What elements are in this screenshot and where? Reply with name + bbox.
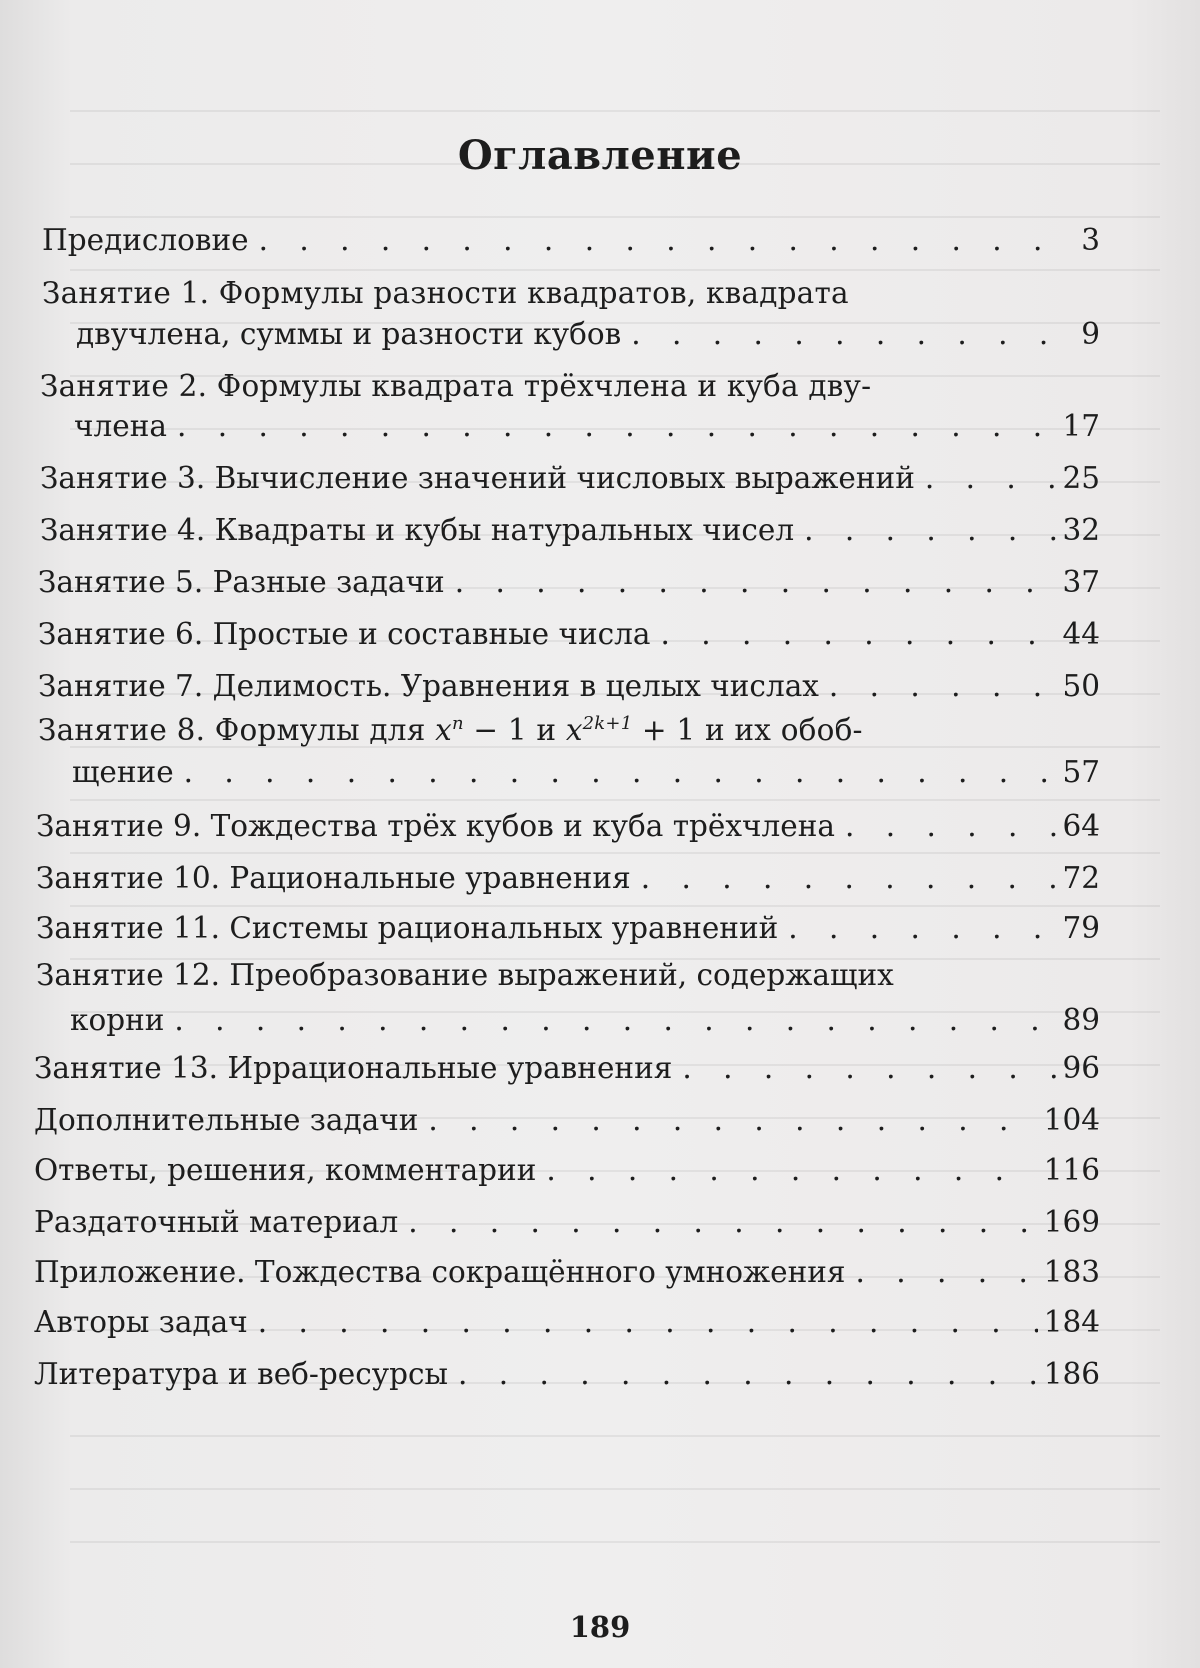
toc-entry: [34, 1150, 1100, 1190]
toc-entry-title: Раздаточный материал: [34, 1205, 399, 1239]
toc-entry: [34, 1354, 1100, 1394]
toc-entry-page: 72: [1062, 861, 1100, 895]
toc-entry: [42, 220, 1100, 260]
toc-entry-page: 169: [1043, 1205, 1100, 1239]
toc-entry-title: Предисловие: [42, 223, 249, 257]
toc-entry-title: Ответы, решения, комментарии: [34, 1153, 537, 1187]
toc-entry: [36, 955, 1100, 995]
toc-entry-title: Занятие 7. Делимость. Уравнения в целых числах: [38, 669, 819, 703]
page-title: Оглавление: [457, 132, 743, 179]
toc-entry-page: 17: [1062, 409, 1100, 443]
toc-entry: [34, 1202, 1100, 1242]
toc-entry: [34, 1252, 1100, 1292]
toc-entry: [40, 510, 1100, 550]
page-number: 189: [569, 1610, 631, 1644]
toc-entry-continuation: [72, 752, 1100, 792]
leader-dots: [631, 314, 1075, 354]
toc-entry: [42, 273, 1100, 313]
toc-entry-title-cont: двучлена, суммы и разности кубов: [76, 317, 622, 351]
toc-entry-title: Занятие 5. Разные задачи: [38, 565, 445, 599]
leader-dots: [174, 1000, 1056, 1040]
leader-dots: [682, 1048, 1056, 1088]
leader-dots: [856, 1252, 1038, 1292]
toc-entry-title-cont: корни: [70, 1003, 165, 1037]
toc-entry-title: Занятие 12. Преобразование выражений, содержащих: [36, 958, 894, 992]
leader-dots: [458, 1354, 1038, 1394]
toc-entry-page: 37: [1062, 565, 1100, 599]
toc-entry-title-cont: члена: [74, 409, 167, 443]
exponent: n: [451, 713, 464, 735]
toc-entry-title: Дополнительные задачи: [34, 1103, 419, 1137]
leader-dots: [845, 806, 1056, 846]
toc-entry-title: Занятие 4. Квадраты и кубы натуральных чисел: [40, 513, 795, 547]
toc-entry-title: Занятие 9. Тождества трёх кубов и куба трёхчлена: [36, 809, 835, 843]
leader-dots: [428, 1100, 1037, 1140]
variable-x: x: [565, 713, 583, 747]
toc-entry: [38, 666, 1100, 706]
toc-entry-title: Занятие 8. Формулы для $x^n - 1$ и $x^{2k+1} + 1$ и их обоб-: [38, 713, 863, 747]
toc-entry: [38, 562, 1100, 602]
toc-entry-title: Занятие 13. Иррациональные уравнения: [34, 1051, 673, 1085]
toc-entry: [40, 458, 1100, 498]
toc-entry-title: Приложение. Тождества сокращённого умножения: [34, 1255, 846, 1289]
leader-dots: [641, 858, 1057, 898]
toc-entry: [40, 366, 1100, 406]
toc-entry-title: Занятие 6. Простые и составные числа: [38, 617, 651, 651]
leader-dots: [258, 1302, 1038, 1342]
toc-entry-title: Занятие 2. Формулы квадрата трёхчлена и куба дву-: [40, 369, 872, 403]
toc-entry: [36, 806, 1100, 846]
leader-dots: [408, 1202, 1037, 1242]
toc-entry-page: 89: [1062, 1003, 1100, 1037]
toc-entry-page: 9: [1081, 317, 1100, 351]
toc-entry: [36, 858, 1100, 898]
toc-entry-page: 183: [1043, 1255, 1100, 1289]
toc-entry-page: 184: [1043, 1305, 1100, 1339]
variable-x: x: [435, 713, 452, 747]
toc-entry-page: 57: [1062, 755, 1100, 789]
toc-entry-continuation: [76, 314, 1100, 354]
toc-entry: [38, 614, 1100, 654]
leader-dots: [829, 666, 1057, 706]
toc-entry: [36, 908, 1100, 948]
toc-entry-page: 44: [1062, 617, 1100, 651]
toc-entry-continuation: [70, 1000, 1100, 1040]
toc-entry-page: 79: [1062, 911, 1100, 945]
leader-dots: [546, 1150, 1037, 1190]
leader-dots: [925, 458, 1057, 498]
leader-dots: [455, 562, 1057, 602]
toc-entry-page: 104: [1043, 1103, 1100, 1137]
leader-dots: [788, 908, 1056, 948]
leader-dots: [184, 752, 1057, 792]
toc-entry-page: 116: [1043, 1153, 1100, 1187]
toc-entry-title: Литература и веб-ресурсы: [34, 1357, 448, 1391]
toc-entry-continuation: [74, 406, 1100, 446]
toc-entry-title-cont: щение: [72, 755, 174, 789]
toc-entry: [34, 1048, 1100, 1088]
toc-entry-title: Занятие 11. Системы рациональных уравнений: [36, 911, 779, 945]
toc-entry: [38, 710, 1100, 750]
leader-dots: [660, 614, 1056, 654]
toc-entry: [34, 1100, 1100, 1140]
toc-entry-page: 32: [1062, 513, 1100, 547]
toc-entry-page: 50: [1062, 669, 1100, 703]
toc-entry-page: 186: [1043, 1357, 1100, 1391]
toc-entry-title: Занятие 1. Формулы разности квадратов, квадрата: [42, 276, 849, 310]
toc-entry-title: Авторы задач: [34, 1305, 248, 1339]
leader-dots: [177, 406, 1057, 446]
toc-entry-page: 3: [1081, 223, 1100, 257]
toc-entry: [34, 1302, 1100, 1342]
toc-entry-title: Занятие 10. Рациональные уравнения: [36, 861, 631, 895]
toc-entry-page: 96: [1062, 1051, 1100, 1085]
toc-entry-title: Занятие 3. Вычисление значений числовых выражений: [40, 461, 915, 495]
leader-dots: [804, 510, 1056, 550]
toc-entry-page: 64: [1062, 809, 1100, 843]
exponent: 2k+1: [582, 713, 633, 735]
leader-dots: [259, 220, 1076, 260]
toc-entry-page: 25: [1062, 461, 1100, 495]
